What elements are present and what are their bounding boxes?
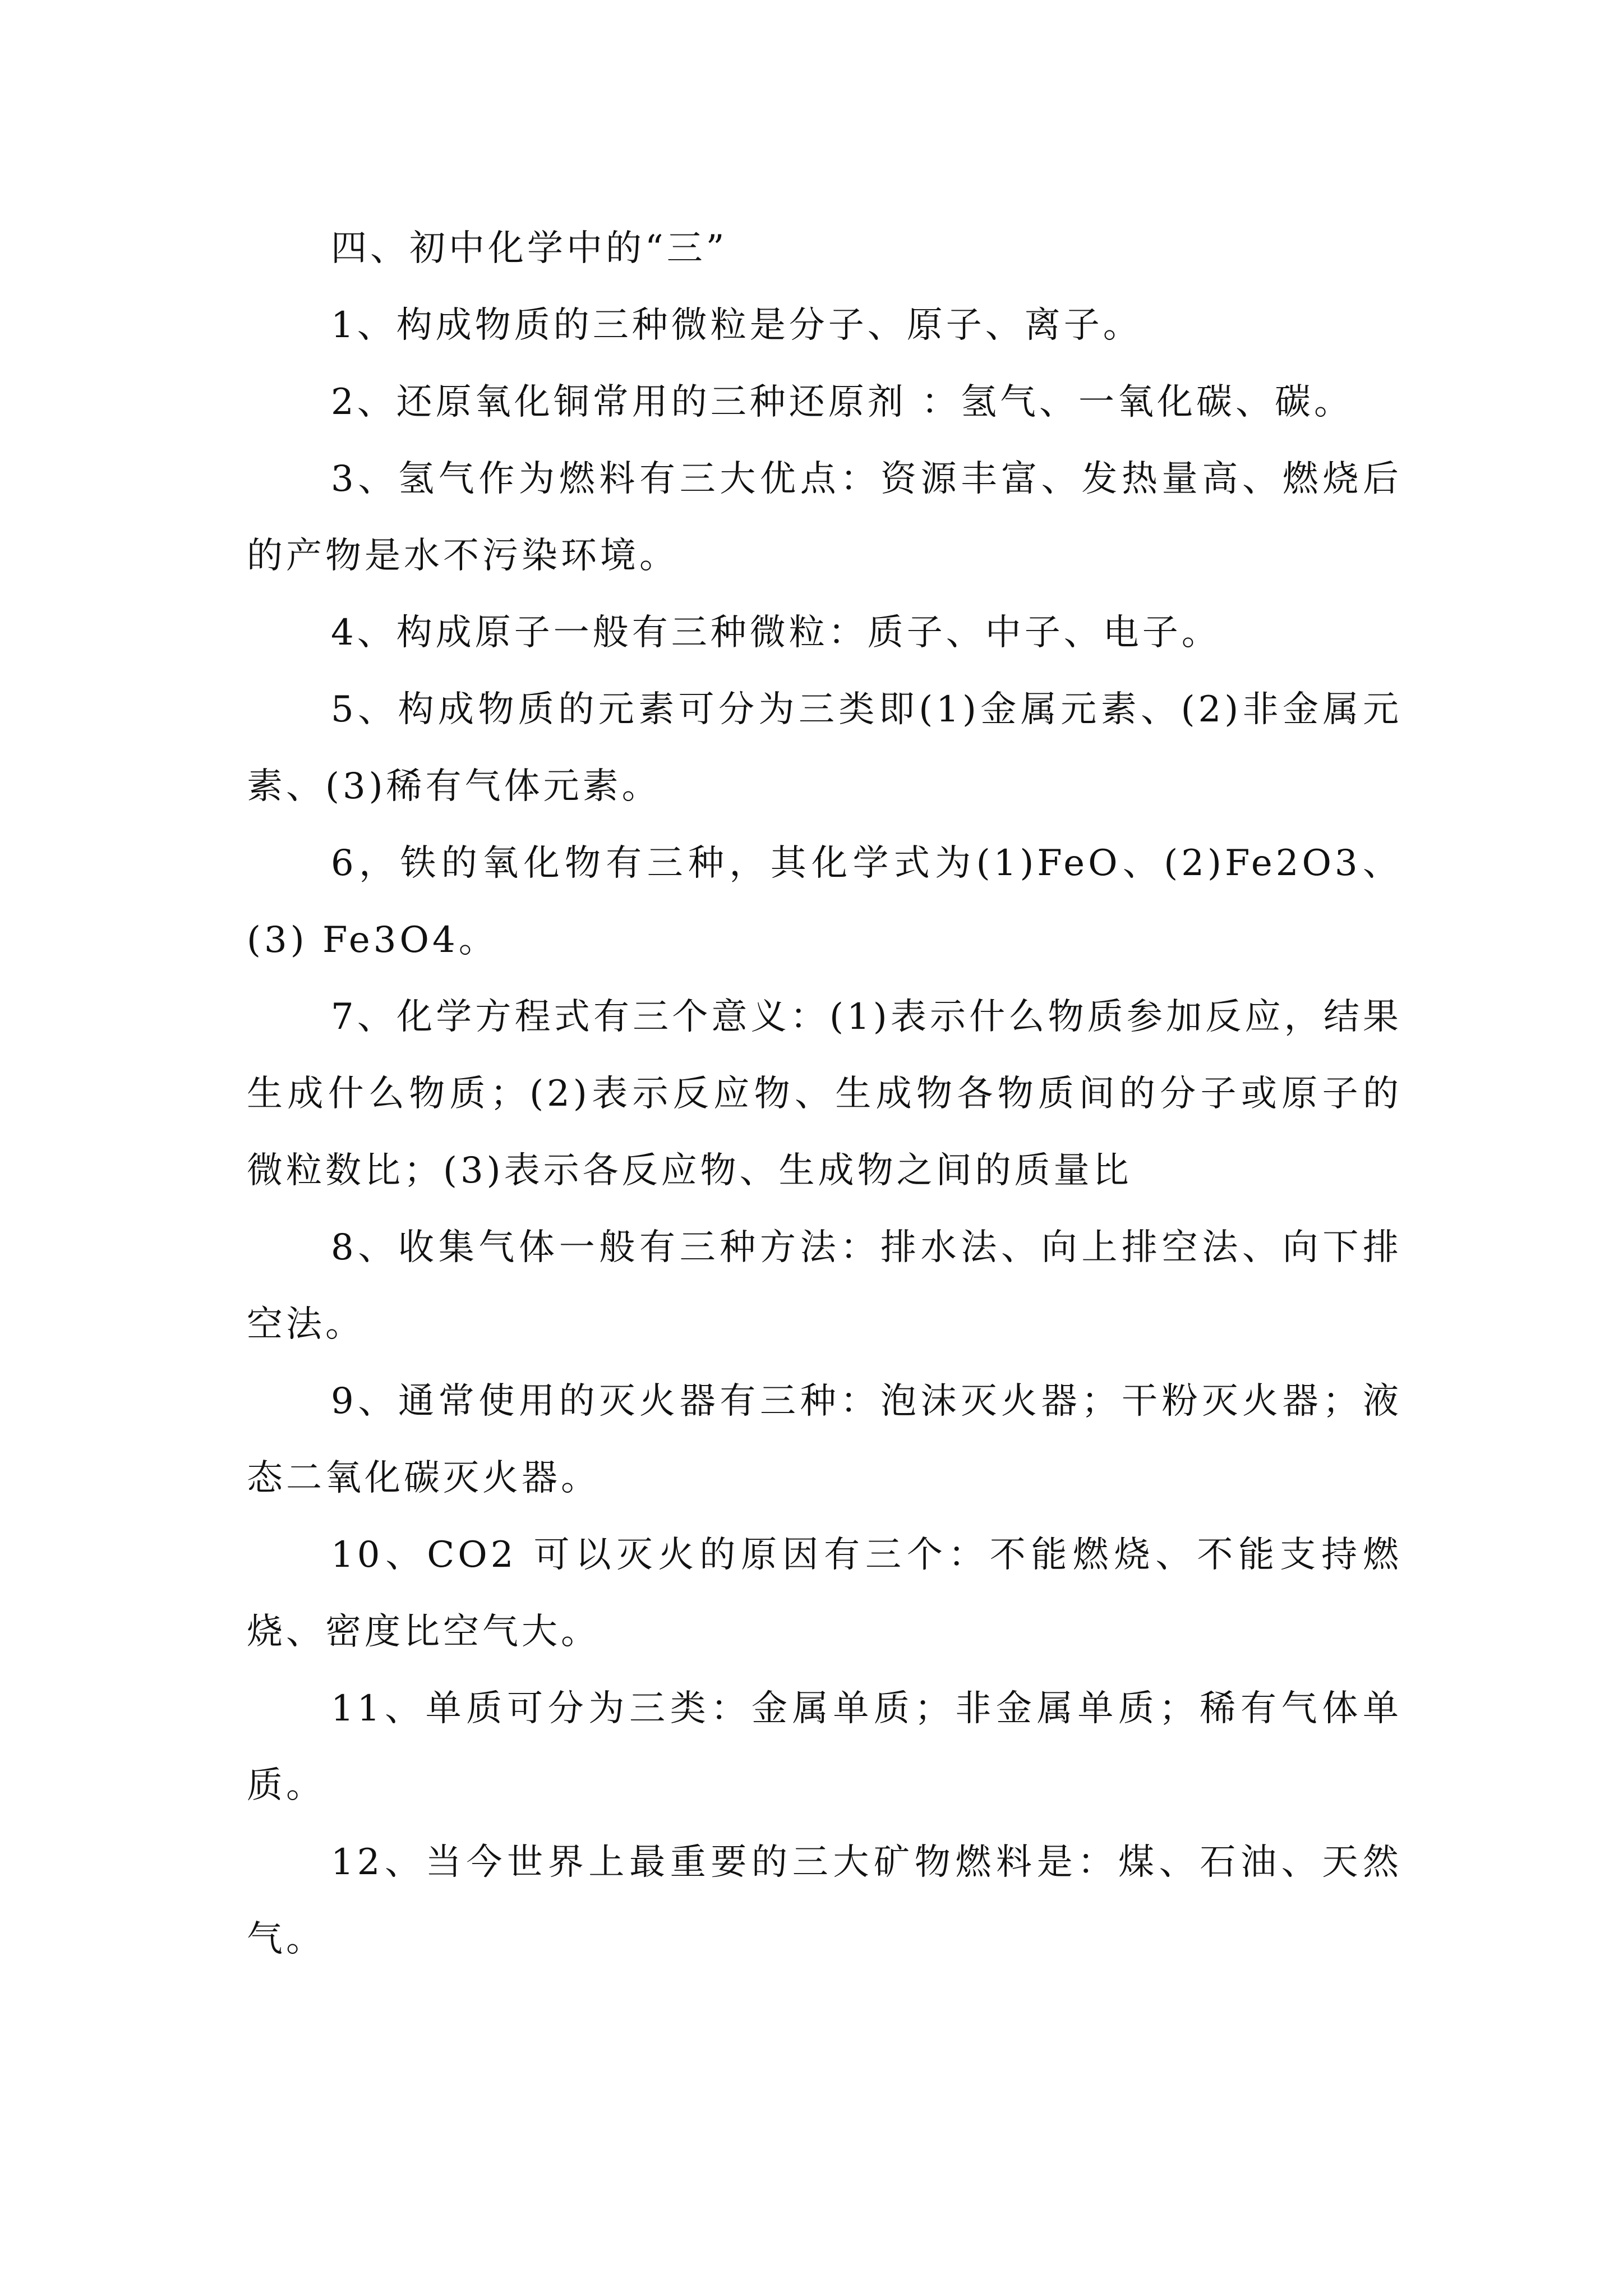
list-item: 6，铁的氧化物有三种，其化学式为(1)FeO、(2)Fe2O3、(3) Fe3O4。 bbox=[247, 843, 1402, 961]
list-item: 3、氢气作为燃料有三大优点：资源丰富、发热量高、燃烧后的产物是水不污染环境。 bbox=[247, 458, 1402, 577]
list-item: 1、构成物质的三种微粒是分子、原子、离子。 bbox=[331, 305, 1142, 346]
document-body bbox=[247, 210, 1402, 1978]
list-item: 2、还原氧化铜常用的三种还原剂 ：氢气、一氧化碳、碳。 bbox=[331, 381, 1354, 423]
list-item: 4、构成原子一般有三种微粒：质子、中子、电子。 bbox=[331, 612, 1221, 654]
list-item: 12、当今世界上最重要的三大矿物燃料是：煤、石油、天然气。 bbox=[247, 1842, 1402, 1960]
list-item: 10、CO2 可以灭火的原因有三个：不能燃烧、不能支持燃烧、密度比空气大。 bbox=[247, 1534, 1402, 1653]
section-heading: 四、初中化学中的“三” bbox=[331, 228, 728, 269]
list-item: 9、通常使用的灭火器有三种：泡沫灭火器；干粉灭火器；液态二氧化碳灭火器。 bbox=[247, 1381, 1402, 1499]
list-item: 5、构成物质的元素可分为三类即(1)金属元素、(2)非金属元素、(3)稀有气体元素。 bbox=[247, 689, 1402, 807]
list-item: 11、单质可分为三类：金属单质；非金属单质；稀有气体单质。 bbox=[247, 1688, 1402, 1806]
list-item: 8、收集气体一般有三种方法：排水法、向上排空法、向下排空法。 bbox=[247, 1227, 1402, 1345]
list-item: 7、化学方程式有三个意义：(1)表示什么物质参加反应，结果生成什么物质；(2)表示反应物、生成物各物质间的分子或原子的微粒数比；(3)表示各反应物、生成物之间的质量比 bbox=[247, 996, 1402, 1191]
